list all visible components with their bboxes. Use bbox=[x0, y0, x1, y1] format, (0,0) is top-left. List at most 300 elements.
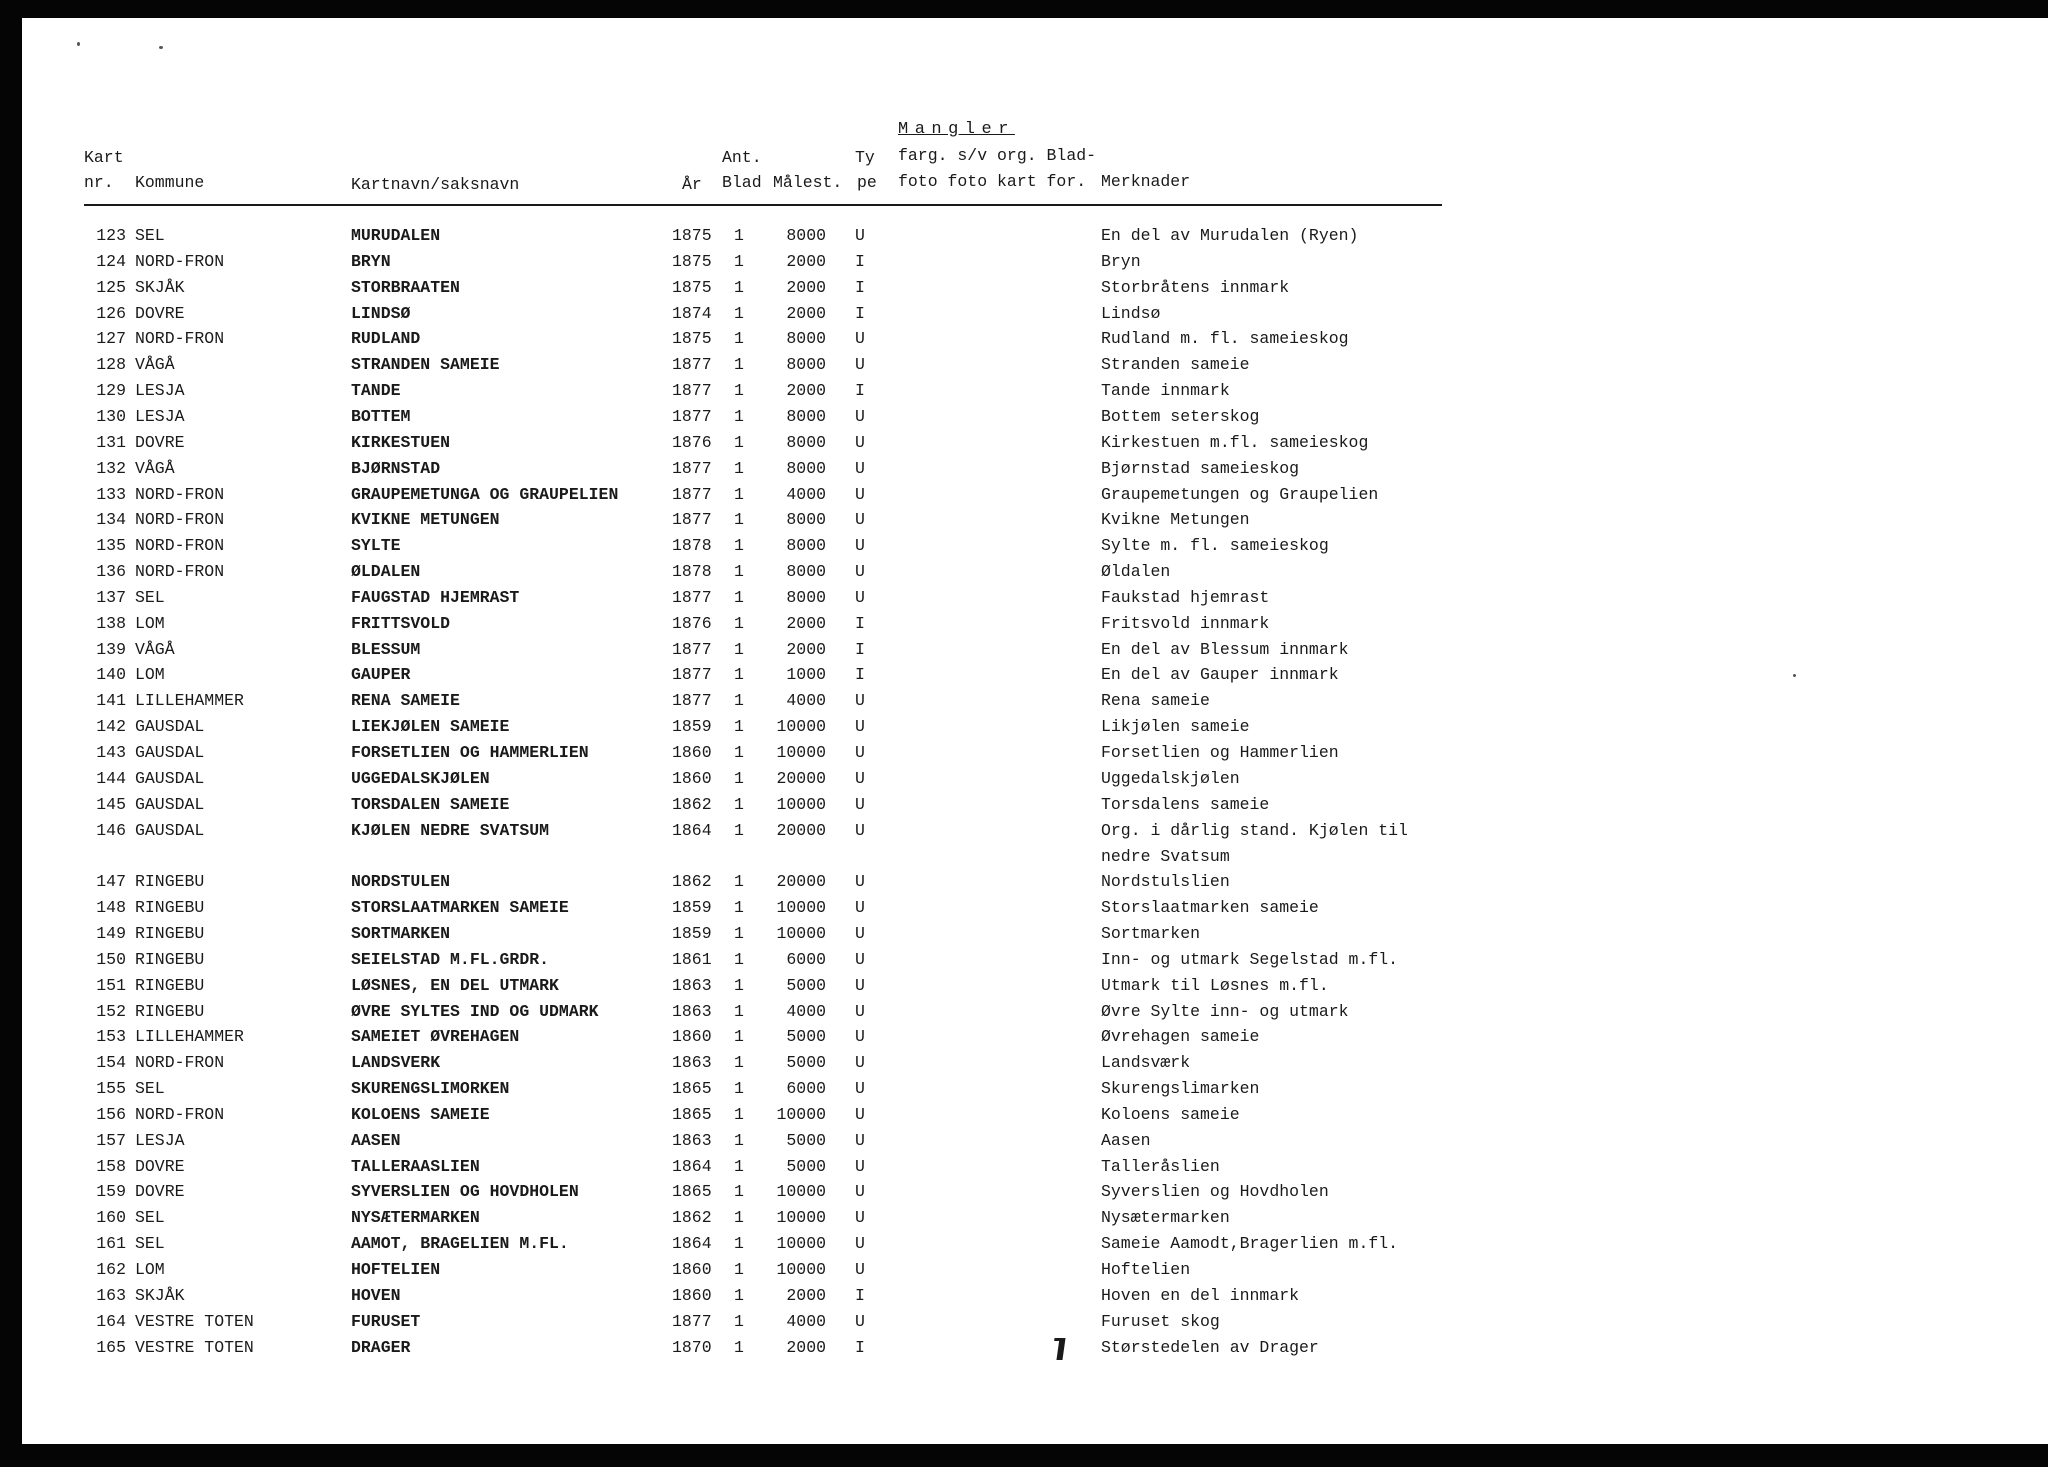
cell-kartnavn: FRITTSVOLD bbox=[351, 614, 451, 633]
cell-ar: 1877 bbox=[672, 485, 712, 504]
cell-kommune: RINGEBU bbox=[135, 924, 205, 943]
cell-kommune: LOM bbox=[135, 614, 165, 633]
cell-kart-nr: 165 bbox=[96, 1338, 126, 1357]
cell-merknader: Rena sameie bbox=[1101, 691, 1210, 710]
cell-merknader: Hoftelien bbox=[1101, 1260, 1191, 1279]
cell-type: I bbox=[855, 614, 865, 633]
cell-kart-nr: 148 bbox=[96, 898, 126, 917]
cell-kartnavn: BRYN bbox=[351, 252, 391, 271]
cell-kartnavn: LØSNES, EN DEL UTMARK bbox=[351, 976, 559, 995]
cell-kart-nr: 131 bbox=[96, 433, 126, 452]
cell-kart-nr: 150 bbox=[96, 950, 126, 969]
cell-ar: 1878 bbox=[672, 562, 712, 581]
table-row bbox=[0, 381, 2026, 403]
cell-kommune: SEL bbox=[135, 588, 165, 607]
cell-kart-nr: 140 bbox=[96, 665, 126, 684]
cell-ant-blad: 1 bbox=[734, 821, 744, 840]
cell-merknader: Bjørnstad sameieskog bbox=[1101, 459, 1300, 478]
cell-type: U bbox=[855, 976, 865, 995]
cell-ant-blad: 1 bbox=[734, 743, 744, 762]
cell-kommune: LOM bbox=[135, 1260, 165, 1279]
cell-ar: 1865 bbox=[672, 1079, 712, 1098]
cell-merknader: Lindsø bbox=[1101, 304, 1161, 323]
cell-type: U bbox=[855, 1053, 865, 1072]
cell-ant-blad: 1 bbox=[734, 1105, 744, 1124]
cell-type: U bbox=[855, 562, 865, 581]
cell-ar: 1859 bbox=[672, 717, 712, 736]
cell-type: U bbox=[855, 769, 865, 788]
cell-ant-blad: 1 bbox=[734, 640, 744, 659]
mangler-heading: Mangler bbox=[898, 120, 1015, 139]
cell-ant-blad: 1 bbox=[734, 1053, 744, 1072]
cell-kart-nr: 126 bbox=[96, 304, 126, 323]
cell-merknader: Talleråslien bbox=[1101, 1157, 1220, 1176]
cell-merknader: Landsværk bbox=[1101, 1053, 1191, 1072]
table-row bbox=[0, 510, 2026, 532]
table-row bbox=[0, 252, 2026, 274]
cell-kartnavn: NORDSTULEN bbox=[351, 872, 451, 891]
cell-type: U bbox=[855, 407, 865, 426]
cell-ar: 1865 bbox=[672, 1182, 712, 1201]
cell-type: U bbox=[855, 950, 865, 969]
cell-ant-blad: 1 bbox=[734, 459, 744, 478]
cell-kartnavn: BOTTEM bbox=[351, 407, 411, 426]
cell-ant-blad: 1 bbox=[734, 226, 744, 245]
cell-malestokk: 10000 bbox=[776, 743, 826, 762]
cell-ant-blad: 1 bbox=[734, 795, 744, 814]
cell-kart-nr: 162 bbox=[96, 1260, 126, 1279]
cell-ant-blad: 1 bbox=[734, 665, 744, 684]
cell-kartnavn: SYVERSLIEN OG HOVDHOLEN bbox=[351, 1182, 579, 1201]
cell-kart-nr: 144 bbox=[96, 769, 126, 788]
cell-malestokk: 20000 bbox=[776, 769, 826, 788]
cell-malestokk: 8000 bbox=[786, 536, 826, 555]
cell-ar: 1860 bbox=[672, 743, 712, 762]
table-row bbox=[0, 1312, 2026, 1334]
cell-type: U bbox=[855, 1260, 865, 1279]
cell-ar: 1875 bbox=[672, 226, 712, 245]
cell-kart-nr: 132 bbox=[96, 459, 126, 478]
cell-kart-nr: 151 bbox=[96, 976, 126, 995]
cell-kartnavn: SORTMARKEN bbox=[351, 924, 451, 943]
table-row bbox=[0, 304, 2026, 326]
cell-malestokk: 4000 bbox=[786, 691, 826, 710]
cell-malestokk: 10000 bbox=[776, 1182, 826, 1201]
header-malest: Målest. bbox=[773, 173, 843, 192]
cell-kart-nr: 157 bbox=[96, 1131, 126, 1150]
cell-kart-nr: 134 bbox=[96, 510, 126, 529]
table-row bbox=[0, 769, 2026, 791]
cell-type: I bbox=[855, 278, 865, 297]
cell-ar: 1863 bbox=[672, 1002, 712, 1021]
cell-ant-blad: 1 bbox=[734, 769, 744, 788]
paper-speck bbox=[77, 42, 80, 46]
cell-kartnavn: LIEKJØLEN SAMEIE bbox=[351, 717, 510, 736]
cell-malestokk: 10000 bbox=[776, 898, 826, 917]
cell-ar: 1863 bbox=[672, 976, 712, 995]
cell-malestokk: 8000 bbox=[786, 588, 826, 607]
cell-merknader: Sameie Aamodt,Bragerlien m.fl. bbox=[1101, 1234, 1399, 1253]
cell-kart-nr: 153 bbox=[96, 1027, 126, 1046]
table-row bbox=[0, 536, 2026, 558]
cell-kartnavn: STORBRAATEN bbox=[351, 278, 460, 297]
cell-ant-blad: 1 bbox=[734, 614, 744, 633]
cell-type: U bbox=[855, 1157, 865, 1176]
cell-ar: 1877 bbox=[672, 510, 712, 529]
cell-merknader: Utmark til Løsnes m.fl. bbox=[1101, 976, 1329, 995]
cell-type: U bbox=[855, 1079, 865, 1098]
cell-kartnavn: FORSETLIEN OG HAMMERLIEN bbox=[351, 743, 589, 762]
cell-kommune: NORD-FRON bbox=[135, 485, 225, 504]
table-row bbox=[0, 717, 2026, 739]
header-mangler-cols-2: foto foto kart for. bbox=[898, 172, 1087, 191]
cell-malestokk: 2000 bbox=[786, 252, 826, 271]
cell-kart-nr: 161 bbox=[96, 1234, 126, 1253]
table-row bbox=[0, 433, 2026, 455]
cell-ant-blad: 1 bbox=[734, 562, 744, 581]
table-row bbox=[0, 1182, 2026, 1204]
cell-kommune: LOM bbox=[135, 665, 165, 684]
cell-merknader: Hoven en del innmark bbox=[1101, 1286, 1300, 1305]
cell-kommune: SKJÅK bbox=[135, 1286, 185, 1305]
cell-malestokk: 2000 bbox=[786, 1338, 826, 1357]
cell-kart-nr: 155 bbox=[96, 1079, 126, 1098]
cell-malestokk: 2000 bbox=[786, 640, 826, 659]
cell-type: I bbox=[855, 1286, 865, 1305]
cell-merknader: Inn- og utmark Segelstad m.fl. bbox=[1101, 950, 1399, 969]
cell-ant-blad: 1 bbox=[734, 536, 744, 555]
cell-ar: 1876 bbox=[672, 433, 712, 452]
cell-type: U bbox=[855, 872, 865, 891]
cell-ant-blad: 1 bbox=[734, 1131, 744, 1150]
cell-ar: 1861 bbox=[672, 950, 712, 969]
cell-ant-blad: 1 bbox=[734, 304, 744, 323]
cell-type: U bbox=[855, 1027, 865, 1046]
cell-ant-blad: 1 bbox=[734, 1079, 744, 1098]
cell-ar: 1875 bbox=[672, 329, 712, 348]
cell-merknader: Likjølen sameie bbox=[1101, 717, 1250, 736]
cell-type: U bbox=[855, 743, 865, 762]
cell-ant-blad: 1 bbox=[734, 381, 744, 400]
cell-kartnavn: GAUPER bbox=[351, 665, 411, 684]
cell-kommune: LILLEHAMMER bbox=[135, 1027, 244, 1046]
cell-kart-nr: 159 bbox=[96, 1182, 126, 1201]
cell-kartnavn: HOFTELIEN bbox=[351, 1260, 441, 1279]
cell-type: U bbox=[855, 459, 865, 478]
cell-ant-blad: 1 bbox=[734, 355, 744, 374]
table-row bbox=[0, 1234, 2026, 1256]
cell-kartnavn: MURUDALEN bbox=[351, 226, 441, 245]
cell-kommune: RINGEBU bbox=[135, 950, 205, 969]
cell-ar: 1862 bbox=[672, 795, 712, 814]
cell-type: U bbox=[855, 355, 865, 374]
table-row bbox=[0, 1105, 2026, 1127]
cell-merknader: Øvrehagen sameie bbox=[1101, 1027, 1260, 1046]
cell-merknader: En del av Blessum innmark bbox=[1101, 640, 1349, 659]
cell-kartnavn: KJØLEN NEDRE SVATSUM bbox=[351, 821, 550, 840]
cell-kart-nr: 141 bbox=[96, 691, 126, 710]
table-row bbox=[0, 640, 2026, 662]
cell-malestokk: 2000 bbox=[786, 381, 826, 400]
cell-kartnavn: TORSDALEN SAMEIE bbox=[351, 795, 510, 814]
cell-kartnavn: GRAUPEMETUNGA OG GRAUPELIEN bbox=[351, 485, 619, 504]
cell-malestokk: 5000 bbox=[786, 1157, 826, 1176]
cell-kartnavn: SYLTE bbox=[351, 536, 401, 555]
cell-kommune: NORD-FRON bbox=[135, 1105, 225, 1124]
cell-kommune: LILLEHAMMER bbox=[135, 691, 244, 710]
cell-kart-nr: 154 bbox=[96, 1053, 126, 1072]
table-row bbox=[0, 1338, 2026, 1360]
cell-kart-nr: 163 bbox=[96, 1286, 126, 1305]
table-row bbox=[0, 485, 2026, 507]
cell-malestokk: 2000 bbox=[786, 614, 826, 633]
cell-kartnavn: KVIKNE METUNGEN bbox=[351, 510, 500, 529]
cell-malestokk: 10000 bbox=[776, 924, 826, 943]
cell-ant-blad: 1 bbox=[734, 1027, 744, 1046]
cell-ar: 1877 bbox=[672, 1312, 712, 1331]
cell-ar: 1875 bbox=[672, 252, 712, 271]
table-row bbox=[0, 562, 2026, 584]
cell-type: U bbox=[855, 795, 865, 814]
cell-type: I bbox=[855, 381, 865, 400]
cell-kommune: RINGEBU bbox=[135, 976, 205, 995]
cell-merknader: Kvikne Metungen bbox=[1101, 510, 1250, 529]
cell-ar: 1877 bbox=[672, 407, 712, 426]
cell-ant-blad: 1 bbox=[734, 1208, 744, 1227]
cell-kart-nr: 138 bbox=[96, 614, 126, 633]
cell-kart-nr: 125 bbox=[96, 278, 126, 297]
cell-kommune: GAUSDAL bbox=[135, 717, 205, 736]
cell-kartnavn: TANDE bbox=[351, 381, 401, 400]
cell-ant-blad: 1 bbox=[734, 872, 744, 891]
cell-type: U bbox=[855, 821, 865, 840]
table-row bbox=[0, 743, 2026, 765]
table-row bbox=[0, 1079, 2026, 1101]
cell-ant-blad: 1 bbox=[734, 407, 744, 426]
cell-type: U bbox=[855, 1105, 865, 1124]
cell-ant-blad: 1 bbox=[734, 252, 744, 271]
cell-malestokk: 6000 bbox=[786, 1079, 826, 1098]
cell-kommune: VÅGÅ bbox=[135, 355, 175, 374]
cell-malestokk: 10000 bbox=[776, 1105, 826, 1124]
cell-ant-blad: 1 bbox=[734, 1002, 744, 1021]
cell-merknader: Skurengslimarken bbox=[1101, 1079, 1260, 1098]
cell-kommune: LESJA bbox=[135, 381, 185, 400]
cell-kommune: VESTRE TOTEN bbox=[135, 1312, 254, 1331]
cell-type: U bbox=[855, 588, 865, 607]
cell-kommune: RINGEBU bbox=[135, 898, 205, 917]
cell-ant-blad: 1 bbox=[734, 329, 744, 348]
header-blad: Blad bbox=[722, 173, 762, 192]
cell-kommune: NORD-FRON bbox=[135, 1053, 225, 1072]
cell-merknader: Øldalen bbox=[1101, 562, 1171, 581]
table-row bbox=[0, 1131, 2026, 1153]
cell-malestokk: 8000 bbox=[786, 329, 826, 348]
cell-malestokk: 20000 bbox=[776, 872, 826, 891]
table-row bbox=[0, 1002, 2026, 1024]
cell-merknader: Sortmarken bbox=[1101, 924, 1201, 943]
table-row bbox=[0, 898, 2026, 920]
cell-kartnavn: KOLOENS SAMEIE bbox=[351, 1105, 490, 1124]
cell-malestokk: 8000 bbox=[786, 510, 826, 529]
cell-kart-nr: 156 bbox=[96, 1105, 126, 1124]
cell-kartnavn: RUDLAND bbox=[351, 329, 421, 348]
table-row bbox=[0, 872, 2026, 894]
cell-kart-nr: 142 bbox=[96, 717, 126, 736]
cell-merknader: Torsdalens sameie bbox=[1101, 795, 1270, 814]
table-row bbox=[0, 355, 2026, 377]
cell-ant-blad: 1 bbox=[734, 898, 744, 917]
cell-merknader: Graupemetungen og Graupelien bbox=[1101, 485, 1379, 504]
cell-kartnavn: UGGEDALSKJØLEN bbox=[351, 769, 490, 788]
cell-ant-blad: 1 bbox=[734, 1182, 744, 1201]
header-kart: Kart bbox=[84, 148, 124, 167]
cell-kart-nr: 146 bbox=[96, 821, 126, 840]
cell-kommune: LESJA bbox=[135, 407, 185, 426]
cell-ar: 1877 bbox=[672, 691, 712, 710]
cell-kommune: VÅGÅ bbox=[135, 640, 175, 659]
cell-kart-nr: 139 bbox=[96, 640, 126, 659]
table-row bbox=[0, 950, 2026, 972]
cell-merknader: Storslaatmarken sameie bbox=[1101, 898, 1319, 917]
cell-ant-blad: 1 bbox=[734, 950, 744, 969]
cell-merknader: Koloens sameie bbox=[1101, 1105, 1240, 1124]
cell-kartnavn: ØLDALEN bbox=[351, 562, 421, 581]
cell-kartnavn: LINDSØ bbox=[351, 304, 411, 323]
cell-kart-nr: 145 bbox=[96, 795, 126, 814]
cell-merknader: Uggedalskjølen bbox=[1101, 769, 1240, 788]
cell-type: I bbox=[855, 1338, 865, 1357]
cell-malestokk: 10000 bbox=[776, 1234, 826, 1253]
cell-merknader: En del av Gauper innmark bbox=[1101, 665, 1339, 684]
cell-type: I bbox=[855, 252, 865, 271]
cell-kart-nr: 158 bbox=[96, 1157, 126, 1176]
cell-kartnavn: SEIELSTAD M.FL.GRDR. bbox=[351, 950, 550, 969]
cell-kartnavn: KIRKESTUEN bbox=[351, 433, 451, 452]
cell-kart-nr: 164 bbox=[96, 1312, 126, 1331]
cell-kommune: GAUSDAL bbox=[135, 795, 205, 814]
cell-malestokk: 8000 bbox=[786, 562, 826, 581]
cell-ant-blad: 1 bbox=[734, 717, 744, 736]
cell-ant-blad: 1 bbox=[734, 1338, 744, 1357]
table-row bbox=[0, 976, 2026, 998]
cell-kommune: DOVRE bbox=[135, 304, 185, 323]
cell-ant-blad: 1 bbox=[734, 1157, 744, 1176]
cell-ar: 1860 bbox=[672, 1027, 712, 1046]
cell-merknader: Bottem seterskog bbox=[1101, 407, 1260, 426]
cell-ant-blad: 1 bbox=[734, 1260, 744, 1279]
cell-kart-nr: 160 bbox=[96, 1208, 126, 1227]
cell-ar: 1862 bbox=[672, 872, 712, 891]
cell-kartnavn: BJØRNSTAD bbox=[351, 459, 441, 478]
cell-merknader: Øvre Sylte inn- og utmark bbox=[1101, 1002, 1349, 1021]
cell-kommune: GAUSDAL bbox=[135, 821, 205, 840]
cell-kart-nr: 137 bbox=[96, 588, 126, 607]
cell-merknader: Org. i dårlig stand. Kjølen til bbox=[1101, 821, 1408, 840]
cell-kart-nr: 133 bbox=[96, 485, 126, 504]
cell-malestokk: 5000 bbox=[786, 1131, 826, 1150]
table-row bbox=[0, 665, 2026, 687]
cell-kartnavn: FAUGSTAD HJEMRAST bbox=[351, 588, 520, 607]
cell-type: I bbox=[855, 640, 865, 659]
paper-speck bbox=[159, 46, 163, 49]
cell-merknader-continued: nedre Svatsum bbox=[1101, 847, 1230, 866]
cell-type: U bbox=[855, 510, 865, 529]
cell-type: U bbox=[855, 1312, 865, 1331]
cell-kartnavn: STORSLAATMARKEN SAMEIE bbox=[351, 898, 569, 917]
cell-ar: 1877 bbox=[672, 665, 712, 684]
cell-ar: 1859 bbox=[672, 924, 712, 943]
cell-malestokk: 8000 bbox=[786, 407, 826, 426]
cell-ant-blad: 1 bbox=[734, 1286, 744, 1305]
cell-kart-nr: 124 bbox=[96, 252, 126, 271]
cell-kartnavn: SAMEIET ØVREHAGEN bbox=[351, 1027, 520, 1046]
cell-kommune: SEL bbox=[135, 1079, 165, 1098]
cell-malestokk: 5000 bbox=[786, 1027, 826, 1046]
cell-ant-blad: 1 bbox=[734, 1234, 744, 1253]
cell-ar: 1870 bbox=[672, 1338, 712, 1357]
cell-malestokk: 4000 bbox=[786, 1312, 826, 1331]
cell-kart-nr: 147 bbox=[96, 872, 126, 891]
cell-ar: 1862 bbox=[672, 1208, 712, 1227]
header-mangler-cols-1: farg. s/v org. Blad- bbox=[898, 146, 1097, 165]
cell-merknader: En del av Murudalen (Ryen) bbox=[1101, 226, 1359, 245]
cell-kart-nr: 136 bbox=[96, 562, 126, 581]
cell-ant-blad: 1 bbox=[734, 485, 744, 504]
cell-malestokk: 8000 bbox=[786, 459, 826, 478]
header-ty: Ty bbox=[855, 148, 875, 167]
cell-kommune: NORD-FRON bbox=[135, 536, 225, 555]
cell-type: U bbox=[855, 1182, 865, 1201]
cell-merknader: Furuset skog bbox=[1101, 1312, 1220, 1331]
cell-kartnavn: BLESSUM bbox=[351, 640, 421, 659]
cell-ant-blad: 1 bbox=[734, 510, 744, 529]
cell-type: U bbox=[855, 1208, 865, 1227]
cell-kartnavn: TALLERAASLIEN bbox=[351, 1157, 480, 1176]
table-row bbox=[0, 226, 2026, 248]
cell-ant-blad: 1 bbox=[734, 691, 744, 710]
cell-merknader: Nysætermarken bbox=[1101, 1208, 1230, 1227]
cell-ant-blad: 1 bbox=[734, 588, 744, 607]
cell-ar: 1877 bbox=[672, 381, 712, 400]
cell-merknader: Stranden sameie bbox=[1101, 355, 1250, 374]
cell-merknader: Størstedelen av Drager bbox=[1101, 1338, 1319, 1357]
cell-kart-nr: 152 bbox=[96, 1002, 126, 1021]
table-row bbox=[0, 1027, 2026, 1049]
table-row bbox=[0, 459, 2026, 481]
table-row bbox=[0, 821, 2026, 866]
cell-kommune: VESTRE TOTEN bbox=[135, 1338, 254, 1357]
cell-malestokk: 1000 bbox=[786, 665, 826, 684]
cell-kart-nr: 143 bbox=[96, 743, 126, 762]
cell-type: U bbox=[855, 898, 865, 917]
cell-ar: 1877 bbox=[672, 459, 712, 478]
table-row bbox=[0, 407, 2026, 429]
cell-kart-nr: 127 bbox=[96, 329, 126, 348]
cell-ar: 1878 bbox=[672, 536, 712, 555]
table-row bbox=[0, 1157, 2026, 1179]
table-row bbox=[0, 924, 2026, 946]
cell-kommune: SEL bbox=[135, 1234, 165, 1253]
cell-ar: 1864 bbox=[672, 821, 712, 840]
cell-type: U bbox=[855, 1002, 865, 1021]
header-ant: Ant. bbox=[722, 148, 762, 167]
cell-merknader: Faukstad hjemrast bbox=[1101, 588, 1270, 607]
cell-kart-nr: 128 bbox=[96, 355, 126, 374]
cell-type: U bbox=[855, 924, 865, 943]
cell-type: U bbox=[855, 433, 865, 452]
cell-kartnavn: HOVEN bbox=[351, 1286, 401, 1305]
